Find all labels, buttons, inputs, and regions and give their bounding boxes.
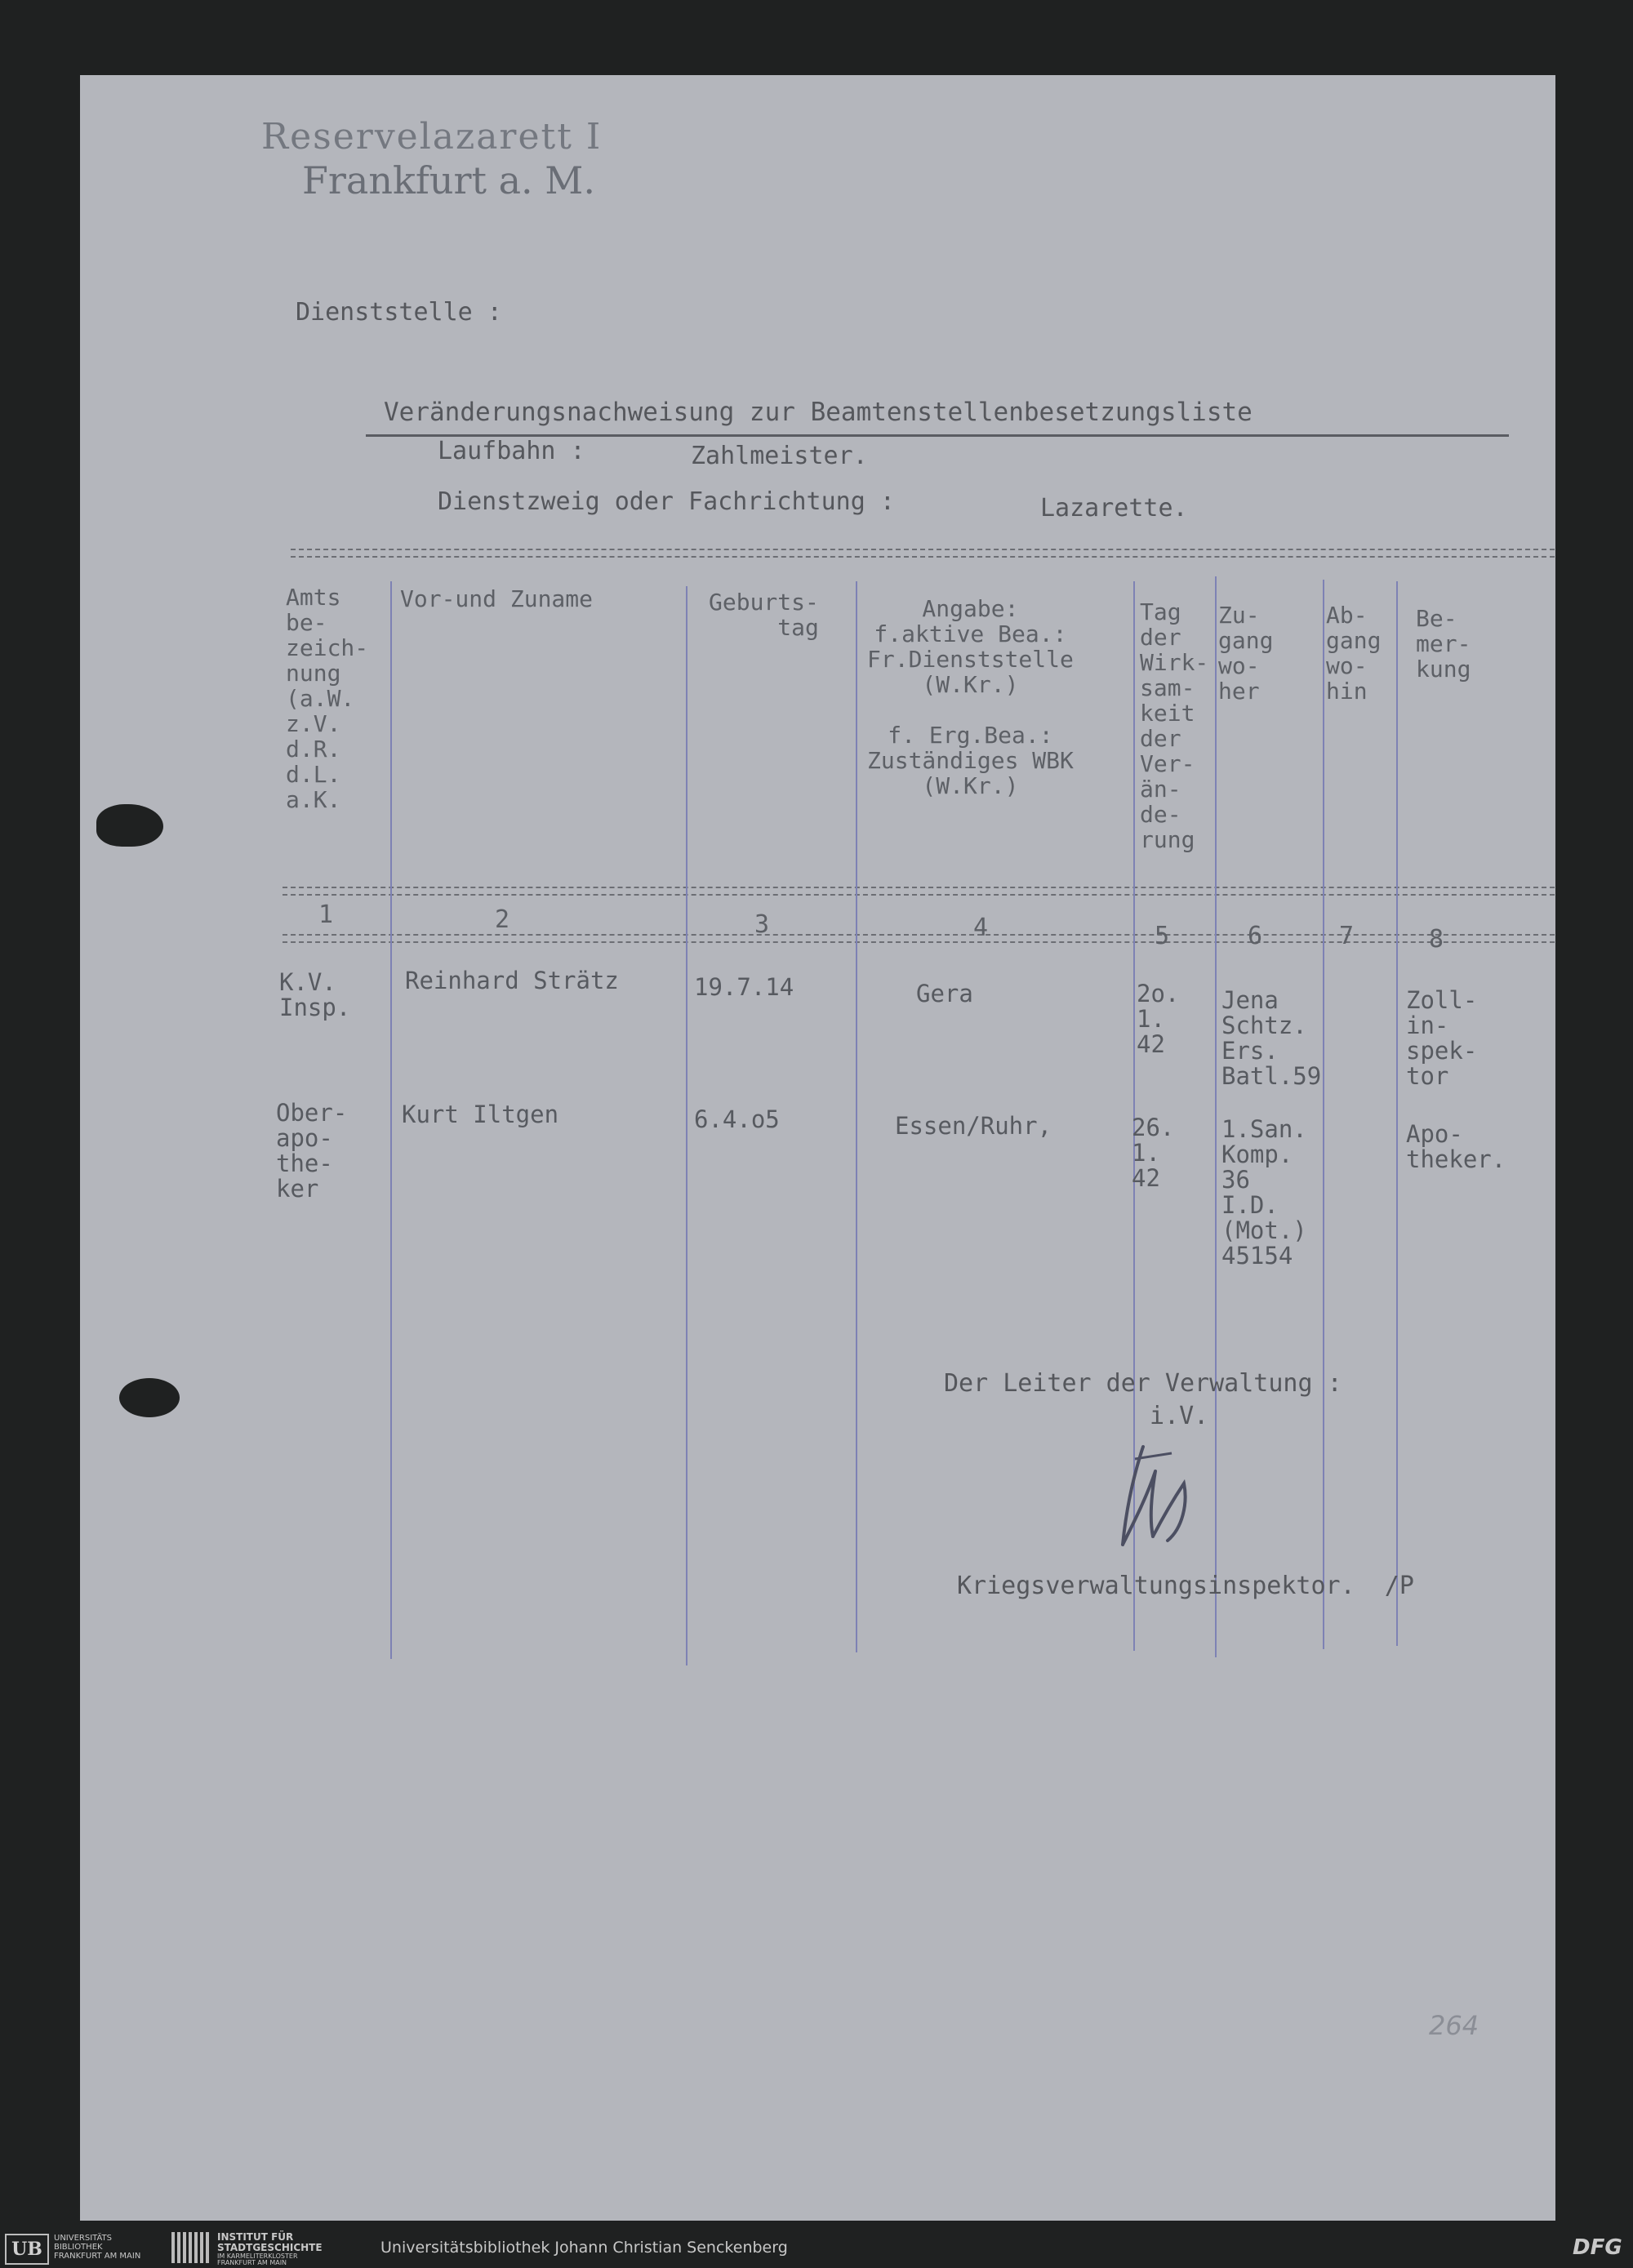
table-row-2-geburtstag: 6.4.o5	[694, 1105, 780, 1133]
column-divider	[856, 581, 857, 1652]
footer-bar	[0, 2227, 1633, 2268]
table-header-rule	[283, 887, 1555, 896]
library-name: Universitätsbibliothek Johann Christian Senckenberg	[380, 2239, 788, 2257]
laufbahn-label: Laufbahn :	[438, 437, 585, 465]
header-zugang: Zu- gang wo- her	[1218, 602, 1274, 705]
column-number: 1	[318, 901, 334, 929]
header-angabe: Angabe: f.aktive Bea.: Fr.Dienststelle (W.Kr.) f. Erg.Bea.: Zuständiges WBK (W.Kr.)	[867, 595, 1074, 799]
institut-sub: IM KARMELITERKLOSTER FRANKFURT AM MAIN	[217, 2252, 298, 2266]
dienststelle-label: Dienststelle :	[296, 298, 502, 327]
header-abgang: Ab- gang wo- hin	[1326, 602, 1382, 705]
table-row-1-tag: 2o. 1. 42	[1137, 980, 1180, 1058]
table-row-2-name: Kurt Iltgen	[402, 1101, 559, 1128]
ub-text: UNIVERSITÄTS BIBLIOTHEK FRANKFURT AM MAIN	[54, 2234, 141, 2261]
table-top-rule	[291, 549, 1555, 558]
column-number: 6	[1248, 922, 1263, 950]
dienstzweig-value: Lazarette.	[1040, 494, 1188, 523]
ub-logo: UB	[5, 2234, 49, 2265]
signature-heading: Der Leiter der Verwaltung :	[944, 1369, 1342, 1398]
column-number: 5	[1155, 922, 1170, 950]
column-divider	[390, 581, 392, 1659]
column-number: 2	[495, 905, 510, 934]
table-row-2-amt: Ober- apo- the- ker	[276, 1099, 348, 1203]
column-number: 3	[754, 910, 770, 939]
column-number: 8	[1429, 925, 1444, 954]
signature-iv: i.V.	[1150, 1402, 1209, 1430]
institut-text: INSTITUT FÜR STADTGESCHICHTE	[217, 2231, 323, 2253]
stamp-line-2: Frankfurt a. M.	[302, 158, 595, 202]
table-number-rule	[283, 934, 1555, 943]
table-row-2-zugang: 1.San. Komp. 36 I.D. (Mot.) 45154	[1221, 1115, 1307, 1270]
dfg-logo: DFG	[1573, 2235, 1622, 2260]
header-geburtstag: Geburts- tag	[709, 589, 819, 641]
punch-hole	[96, 804, 163, 847]
column-number: 7	[1339, 922, 1355, 950]
handwritten-signature	[1110, 1439, 1208, 1561]
stamp-line-1: Reservelazarett I	[261, 116, 603, 158]
column-divider	[1215, 576, 1217, 1657]
document-title: Veränderungsnachweisung zur Beamtenstellenbesetzungsliste	[384, 398, 1253, 427]
laufbahn-value: Zahlmeister.	[691, 442, 868, 470]
table-row-1-zugang: Jena Schtz. Ers. Batl.59	[1221, 986, 1322, 1090]
column-divider	[686, 586, 687, 1665]
header-name: Vor-und Zuname	[400, 585, 594, 612]
table-row-1-angabe: Gera	[916, 980, 973, 1007]
column-divider	[1323, 580, 1324, 1649]
signer-title: Kriegsverwaltungsinspektor. /P	[957, 1572, 1414, 1600]
page-number: 264	[1429, 2010, 1479, 2041]
document-page	[80, 75, 1555, 2221]
header-tag: Tag der Wirk- sam- keit der Ver- än- de- rung	[1140, 598, 1209, 853]
header-amtsbezeichnung: Amts be- zeich- nung (a.W. z.V. d.R. d.L. a.K.	[286, 584, 369, 813]
table-row-2-angabe: Essen/Ruhr,	[895, 1112, 1052, 1140]
column-number: 4	[973, 914, 989, 942]
table-row-1-bemerkung: Zoll- in- spek- tor	[1406, 986, 1478, 1090]
table-row-1-geburtstag: 19.7.14	[694, 973, 794, 1001]
dienstzweig-label: Dienstzweig oder Fachrichtung :	[438, 487, 895, 516]
column-divider	[1396, 581, 1398, 1646]
table-row-1-name: Reinhard Strätz	[405, 967, 619, 994]
table-row-1-amt: K.V. Insp.	[279, 968, 351, 1021]
table-row-2-bemerkung: Apo- theker.	[1406, 1120, 1506, 1173]
punch-hole	[119, 1378, 180, 1417]
header-bemerkung: Be- mer- kung	[1416, 605, 1471, 683]
table-row-2-tag: 26. 1. 42	[1132, 1114, 1175, 1192]
institut-logo-icon	[171, 2232, 209, 2263]
